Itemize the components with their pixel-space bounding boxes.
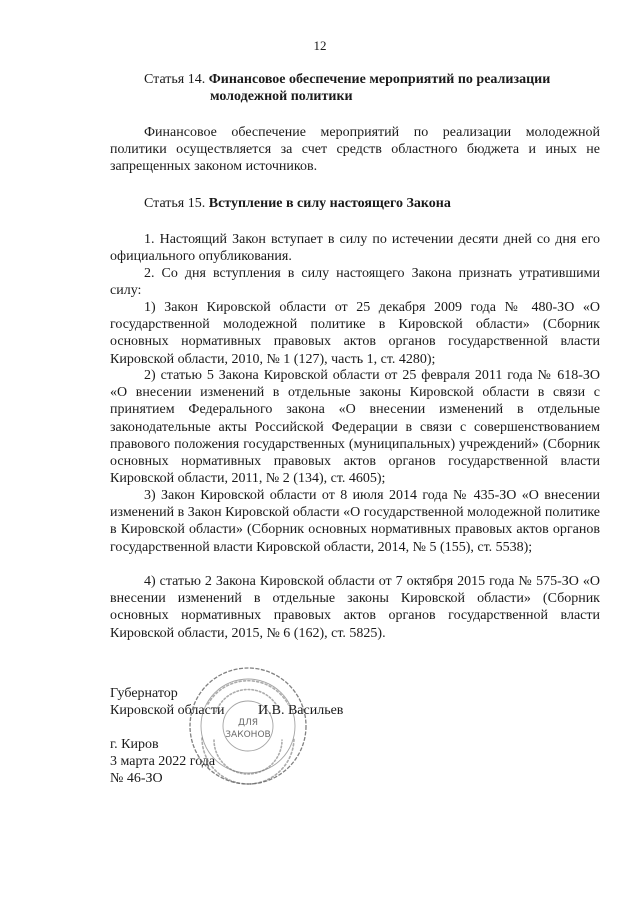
signing-city: г. Киров: [110, 737, 159, 752]
article-14-heading: [144, 71, 614, 105]
article-14-prefix: Статья 14.: [144, 72, 206, 87]
seal-center-line1: ДЛЯ: [237, 718, 259, 728]
article-14-title-line1: Финансовое обеспечение мероприятий по реализации: [208, 72, 551, 87]
signing-date: 3 марта 2022 года: [110, 754, 216, 769]
page-number: 12: [313, 38, 327, 53]
signer-title-line1: Губернатор: [110, 686, 178, 701]
article-15-paragraph-1: 1. Настоящий Закон вступает в силу по истечении десяти дней со дня его официального опубликования.: [110, 232, 600, 265]
article-15-prefix: Статья 15.: [144, 196, 206, 211]
signer-name: И.В. Васильев: [258, 703, 344, 718]
seal-center-line2: ЗАКОНОВ: [225, 730, 271, 740]
article-14-text: Финансовое обеспечение мероприятий по реализации молодежной политики осуществляется за счет средств областного бюджета и иных не запрещенных законом источников.: [110, 125, 600, 175]
law-number: № 46-ЗО: [110, 771, 163, 786]
article-14-title-line2: молодежной политики: [210, 89, 353, 104]
article-15-heading: [144, 195, 614, 212]
repeal-item-1: 1) Закон Кировской области от 25 декабря 2009 года № 480-ЗО «О государственной молодежной политике в Кировской области» (Сборник основных нормативных правовых актов органов государственной власти Кировской области, 2010, № 1 (127), часть 1, ст. 4280);: [110, 300, 600, 367]
article-15-title: Вступление в силу настоящего Закона: [208, 196, 451, 211]
repeal-item-2: 2) статью 5 Закона Кировской области от 25 февраля 2011 года № 618-ЗО «О внесении изменений в отдельные законы Кировской области в связи с принятием Федерального закона «О внесении изменений в отдельные законодательные акты Российской Федерации в связи с совершенствованием правового положения государственных (муниципальных) учреждений» (Сборник основных нормативных правовых актов органов государственной власти Кировской области, 2011, № 2 (134), ст. 4605);: [110, 368, 600, 487]
signer-title-line2: Кировской области: [110, 703, 225, 718]
official-seal: [186, 664, 310, 788]
repeal-item-3: 3) Закон Кировской области от 8 июля 2014 года № 435-ЗО «О внесении изменений в Закон Кировской области «О государственной молодежной политике в Кировской области» (Сборник основных нормативных правовых актов органов государственной власти Кировской области, 2014, № 5 (155), ст. 5538);: [110, 488, 600, 555]
article-15-paragraph-2: 2. Со дня вступления в силу настоящего Закона признать утратившими силу:: [110, 266, 600, 299]
repeal-item-4: 4) статью 2 Закона Кировской области от 7 октября 2015 года № 575-ЗО «О внесении изменений в отдельные законы Кировской области» (Сборник основных нормативных правовых актов органов государственной власти Кировской области, 2015, № 6 (162), ст. 5825).: [110, 574, 600, 641]
